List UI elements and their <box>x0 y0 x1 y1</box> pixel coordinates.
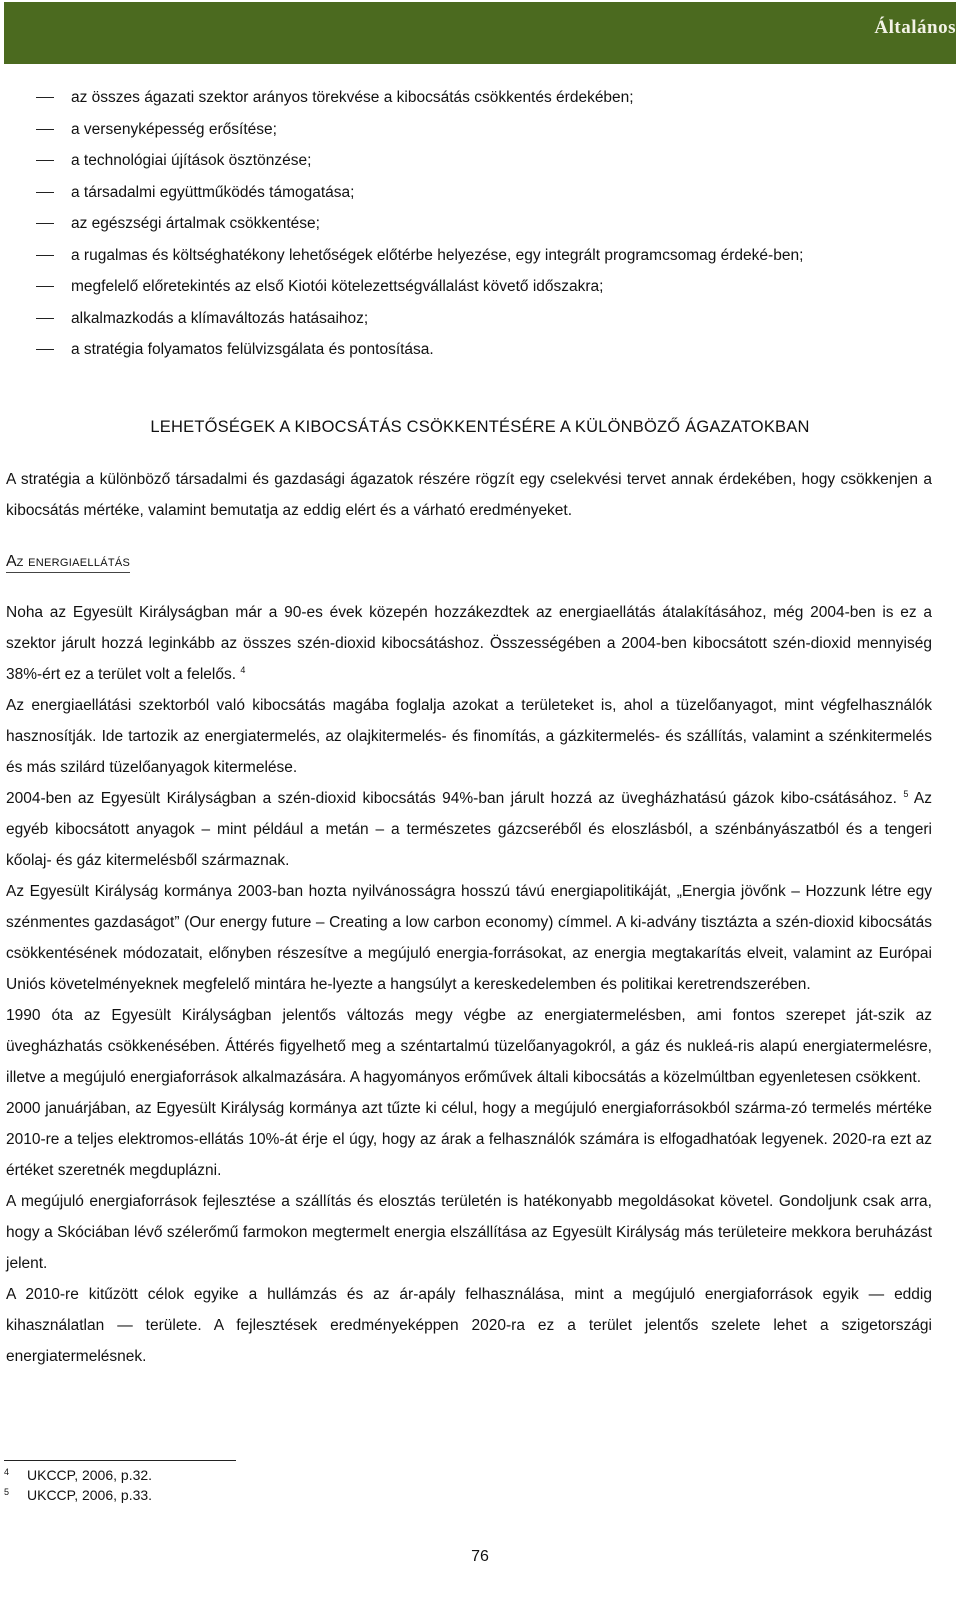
bullet-list <box>0 82 960 366</box>
dash-icon <box>36 349 54 350</box>
header-bar <box>4 2 956 64</box>
dash-icon <box>36 160 54 161</box>
dash-icon <box>36 223 54 224</box>
footnotes <box>4 1465 152 1505</box>
paragraph: Az Egyesült Királyság kormánya 2003-ban hozta nyilvánosságra hosszú távú energiapolitikáját, „Energia jövőnk – Hozzunk létre egy szénmentes gazdaságot” (Our energy future – Creating a low carbon economy) címmel. A ki-advány tisztázta a szén-dioxid kibocsátás csökkentésének módozatait, előnyben részesítve a megújuló energia-forrásokat, az energia megtakarítás elveit, valamint az Európai Uniós követelményeknek megfelelő mintára he-lyezte a hangsúlyt a kereskedelemben és politikai keretrendszerében. <box>6 883 932 993</box>
dash-icon <box>36 255 54 256</box>
footnote-ref: 4 <box>240 665 246 675</box>
list-item: a stratégia folyamatos felülvizsgálata és pontosítása. <box>0 334 960 366</box>
dash-icon <box>36 97 54 98</box>
list-item: a technológiai újítások ösztönzése; <box>0 145 960 177</box>
dash-icon <box>36 318 54 319</box>
intro-paragraph: A stratégia a különböző társadalmi és gazdasági ágazatok részére rögzít egy cselekvési tervet annak érdekében, hogy csökkenjen a kibocsátás mértéke, valamint bemutatja az eddig elért és a várható eredményeket. <box>6 471 932 519</box>
footnote-ref: 5 <box>903 789 909 799</box>
subheading-energy-supply: AZ ENERGIAELLÁTÁS <box>6 553 130 571</box>
footnote-separator <box>4 1460 236 1461</box>
page-number: 76 <box>471 1548 489 1565</box>
footnote: 4 UKCCP, 2006, p.32. <box>4 1467 153 1483</box>
paragraph: A 2010-re kitűzött célok egyike a hullámzás és az ár-apály felhasználása, mint a megújuló energiaforrások egyik — eddig kihasználatlan — területe. A fejlesztések eredményeképpen 2020-ra ez a terület jelentős szelete lehet a szigetországi energiatermelésnek. <box>6 1286 932 1365</box>
footnote: 5 UKCCP, 2006, p.33. <box>4 1487 153 1503</box>
list-item: a versenyképesség erősítése; <box>0 114 960 146</box>
paragraph: 2000 januárjában, az Egyesült Királyság kormánya azt tűzte ki célul, hogy a megújuló energiaforrásokból szárma-zó termelés mértéke 2010-re a teljes elektromos-ellátás 10%-át érje el úgy, hogy az árak a felhasználók számára is elfogadhatóak legyenek. 2020-ra ezt az értéket szeretnék megduplázni. <box>6 1100 932 1179</box>
list-item: az egészségi ártalmak csökkentése; <box>0 208 960 240</box>
list-item: alkalmazkodás a klímaváltozás hatásaihoz; <box>0 303 960 335</box>
list-item: megfelelő előretekintés az első Kiotói kötelezettségvállalást követő időszakra; <box>0 271 960 303</box>
section-heading: LEHETŐSÉGEK A KIBOCSÁTÁS CSÖKKENTÉSÉRE A KÜLÖNBÖZŐ ÁGAZATOKBAN <box>150 418 810 436</box>
paragraph: Az energiaellátási szektorból való kibocsátás magába foglalja azokat a területeket is, ahol a tüzelőanyagot, mint végfelhasználók hasznosítják. Ide tartozik az energiatermelés, az olajkitermelés- és finomítás, a gázkitermelés- és szállítás, valamint a szénkitermelés és más szilárd tüzelőanyagok kitermelése. <box>6 697 932 776</box>
header-title: Általános <box>874 17 956 38</box>
paragraph: Noha az Egyesült Királyságban már a 90-es évek közepén hozzákezdtek az energiaellátás átalakításához, még 2004-ben is ez a szektor járult hozzá leginkább az összes szén-dioxid kibocsátáshoz. Összességében a 2004-ben kibocsátott szén-dioxid mennyiség 38%-ért ez a terület volt a felelős. $^4$ <box>6 604 932 683</box>
list-item: a rugalmas és költséghatékony lehetőségek előtérbe helyezése, egy integrált programcsomag érdeké-ben; <box>0 240 960 272</box>
list-item: a társadalmi együttműködés támogatása; <box>0 177 960 209</box>
dash-icon <box>36 286 54 287</box>
body-text <box>6 597 932 1372</box>
subheading-underline <box>6 572 130 573</box>
paragraph: 2004-ben az Egyesült Királyságban a szén-dioxid kibocsátás 94%-ban járult hozzá az üvegházhatású gázok kibo-csátásához. $^5$ Az egyéb kibocsátott anyagok – mint például a metán – a természetes gázcseréből és eloszlásból, a szénbányászatból és a tengeri kőolaj- és gáz kitermelésből származnak. <box>6 789 933 869</box>
dash-icon <box>36 129 54 130</box>
list-item: az összes ágazati szektor arányos törekvése a kibocsátás csökkentés érdekében; <box>0 82 960 114</box>
paragraph: 1990 óta az Egyesült Királyságban jelentős változás megy végbe az energiatermelésben, ami fontos szerepet ját-szik az üvegházhatás csökkenésében. Áttérés figyelhető meg a széntartalmú tüzelőanyagokról, a gáz és nukleá-ris alapú energiatermelésre, illetve a megújuló energiaforrások alkalmazására. A hagyományos erőművek általi kibocsátás a közelmúltban egyenletesen csökkent. <box>6 1007 932 1086</box>
dash-icon <box>36 192 54 193</box>
paragraph: A megújuló energiaforrások fejlesztése a szállítás és elosztás területén is hatékonyabb megoldásokat követel. Gondoljunk csak arra, hogy a Skóciában lévő szélerőmű farmokon megtermelt energia elszállítása az Egyesült Királyság más területeire mekkora beruházást jelent. <box>6 1193 932 1272</box>
